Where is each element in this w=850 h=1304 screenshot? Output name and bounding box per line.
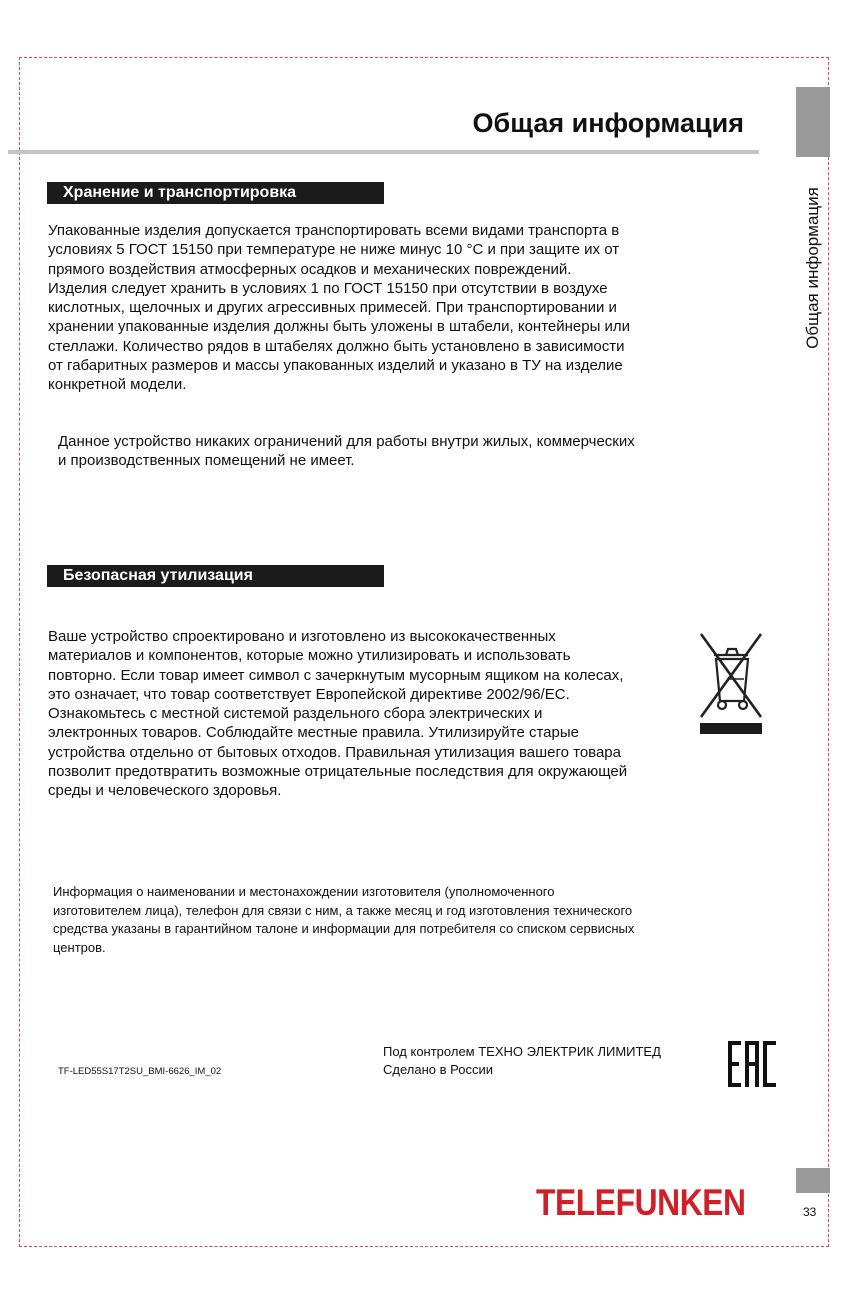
page-title: Общая информация [472, 108, 744, 138]
side-tab [796, 87, 830, 157]
side-section-label: Общая информация [803, 187, 822, 349]
disposal-text: Ваше устройство спроектировано и изготовлено из высококачественных материалов и компонентов, которые можно утилизировать и использовать повторно. Если товар имеет символ с зачеркнутым мусорным ящиком на колесах, это означает, что товар соответствует Европейской директиве 2002/96/ЕС. Ознакомьтесь с местной системой раздельного сбора электрических и электронных товаров. Соблюдайте местные правила. Утилизируйте старые устройства отдельно от бытовых отходов. Правильная утилизация вашего товара позволит предотвратить возможные отрицательные последствия для окружающей среды и человеческого здоровья. [48, 628, 628, 800]
storage-text: Упакованные изделия допускается транспортировать всеми видами транспорта в условиях 5 ГОСТ 15150 при температуре не ниже минус 10 °С и при защите их от прямого воздействия атмосферных осадков и механических повреждений. Изделия следует хранить в условиях 1 по ГОСТ 15150 при отсутствии в воздухе кислотных, щелочных и других агрессивных примесей. При транспортировании и хранении упакованные изделия должны быть уложены в штабели, контейнеры или стеллажи. Количество рядов в штабелях должно быть установлено в зависимости от габаритных размеров и массы упакованных изделий и указано в ТУ на изделие конкретной модели. [48, 222, 631, 394]
usage-note: Данное устройство никаких ограничений для работы внутри жилых, коммерческих и производственных помещений не имеет. [58, 433, 635, 470]
bottom-tab [796, 1168, 830, 1193]
title-rule [8, 150, 759, 154]
manufacturer-info: Информация о наименовании и местонахождении изготовителя (уполномоченного изготовителем лица), телефон для связи с ним, а также месяц и год изготовления технического средства указаны в гарантийном талоне и информации для потребителя со списком сервисных центров. [53, 884, 635, 955]
crossed-out-wheelie-bin-icon [700, 633, 762, 735]
page-number: 33 [803, 1205, 817, 1219]
telefunken-logo: TELEFUNKEN [536, 1182, 746, 1223]
document-code: TF-LED55S17T2SU_BMI-6626_IM_02 [58, 1066, 222, 1077]
control-statement: Под контролем ТЕХНО ЭЛЕКТРИК ЛИМИТЕД Сделано в России [383, 1044, 661, 1077]
eac-certification-mark [728, 1041, 776, 1087]
storage-heading: Хранение и транспортировка [47, 182, 384, 204]
disposal-heading: Безопасная утилизация [47, 565, 384, 587]
